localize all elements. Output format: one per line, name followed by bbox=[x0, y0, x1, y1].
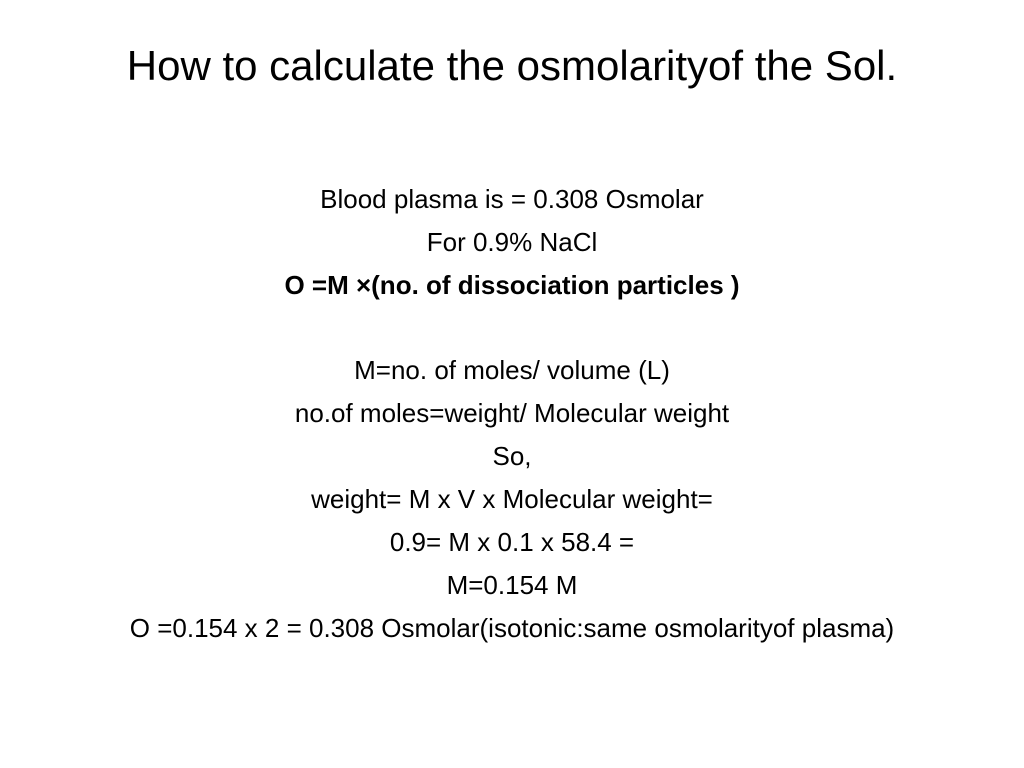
slide-body bbox=[60, 178, 964, 644]
body-line-weight-formula: weight= M x V x Molecular weight= bbox=[311, 484, 713, 514]
body-line-molarity-result: M=0.154 M bbox=[446, 570, 578, 600]
body-line-blood-plasma: Blood plasma is = 0.308 Osmolar bbox=[320, 184, 704, 214]
body-line-substitution: 0.9= M x 0.1 x 58.4 = bbox=[389, 527, 635, 557]
body-line-osmolarity-result: O =0.154 x 2 = 0.308 Osmolar(isotonic:same osmolarityof plasma) bbox=[129, 613, 895, 643]
body-line-osmolarity-formula: O =M ×(no. of dissociation particles ) bbox=[284, 270, 740, 300]
slide-title: How to calculate the osmolarityof the Sol. bbox=[126, 42, 898, 89]
body-line-molarity-formula: M=no. of moles/ volume (L) bbox=[354, 355, 670, 385]
body-blank-line bbox=[60, 307, 964, 349]
body-line-nacl: For 0.9% NaCl bbox=[426, 227, 598, 257]
body-line-moles-formula: no.of moles=weight/ Molecular weight bbox=[294, 398, 730, 428]
body-line-so: So, bbox=[492, 441, 532, 471]
